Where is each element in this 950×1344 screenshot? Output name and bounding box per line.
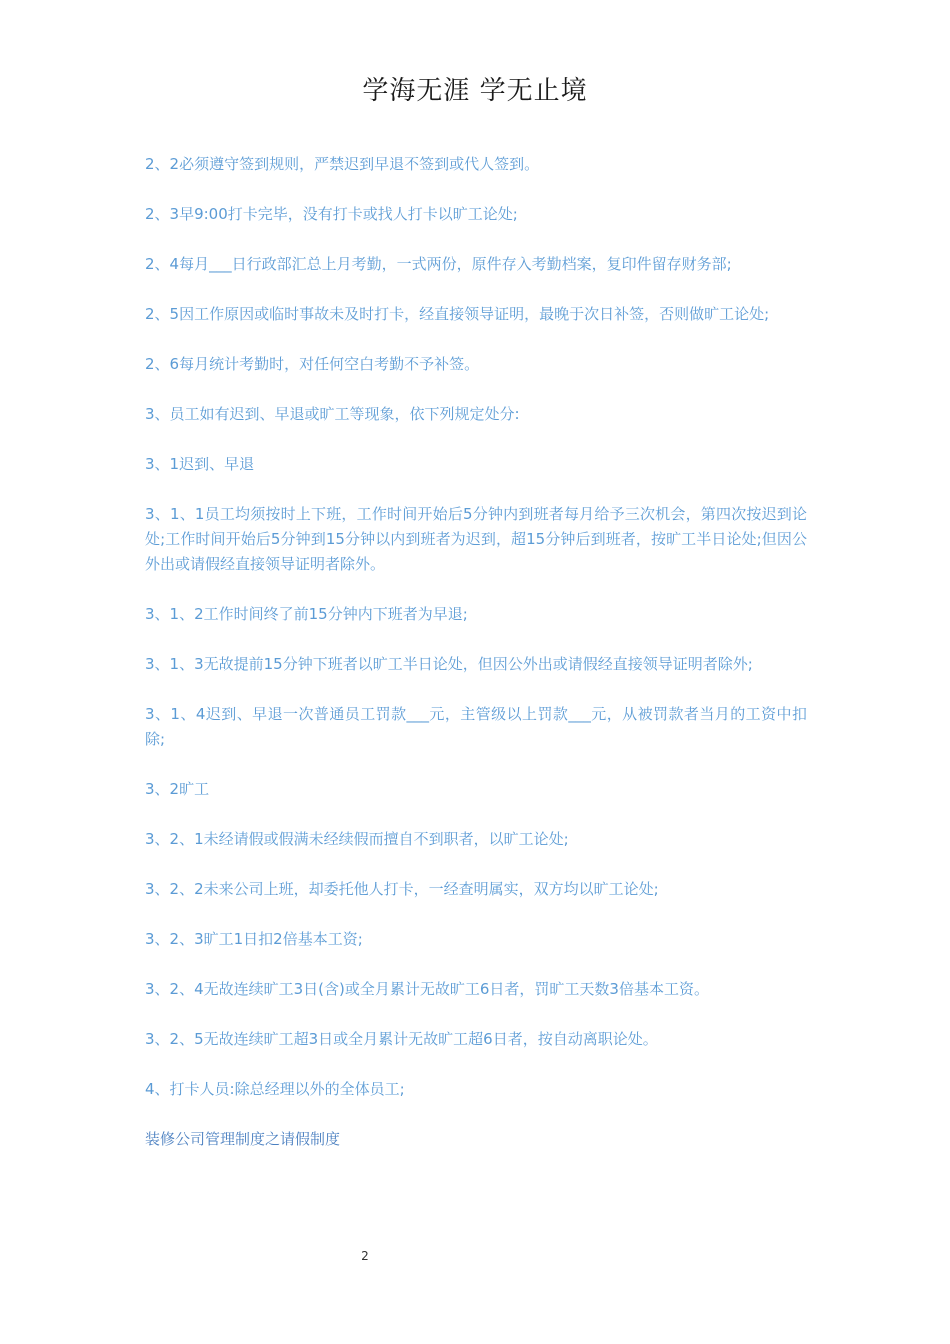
paragraph: 2、6每月统计考勤时，对任何空白考勤不予补签。: [145, 355, 480, 373]
paragraph: 3、1、2工作时间终了前15分钟内下班者为早退;: [145, 605, 468, 623]
paragraph: 3、员工如有迟到、早退或旷工等现象，依下列规定处分:: [145, 405, 520, 423]
paragraph: 3、2旷工: [145, 780, 210, 798]
paragraph: 3、1、3无故提前15分钟下班者以旷工半日论处，但因公外出或请假经直接领导证明者除外;: [145, 655, 753, 673]
paragraph: 2、3早9:00打卡完毕，没有打卡或找人打卡以旷工论处;: [145, 205, 518, 223]
paragraph: 3、2、5无故连续旷工超3日或全月累计无故旷工超6日者，按自动离职论处。: [145, 1030, 658, 1048]
paragraph: 2、5因工作原因或临时事故未及时打卡，经直接领导证明，最晚于次日补签，否则做旷工论处;: [145, 305, 770, 323]
document-body: [145, 152, 807, 1152]
paragraph: 3、1、1员工均须按时上下班，工作时间开始后5分钟内到班者每月给予三次机会，第四次按迟到论处;工作时间开始后5分钟到15分钟以内到班者为迟到，超15分钟后到班者，按旷工半日论处;但因公外出或请假经直接领导证明者除外。: [145, 505, 807, 573]
paragraph: 4、打卡人员:除总经理以外的全体员工;: [145, 1080, 405, 1098]
paragraph: 3、2、1未经请假或假满未经续假而擅自不到职者，以旷工论处;: [145, 830, 569, 848]
paragraph: 2、2必须遵守签到规则，严禁迟到早退不签到或代人签到。: [145, 155, 540, 173]
paragraph: 3、2、2未来公司上班，却委托他人打卡，一经查明属实，双方均以旷工论处;: [145, 880, 659, 898]
paragraph: 3、1、4迟到、早退一次普通员工罚款___元，主管级以上罚款___元，从被罚款者当月的工资中扣除;: [145, 705, 807, 748]
paragraph: 3、1迟到、早退: [145, 455, 255, 473]
section-heading: 装修公司管理制度之请假制度: [145, 1130, 341, 1148]
page-header-title: 学海无涯 学无止境: [362, 76, 588, 106]
page-number: 2: [361, 1249, 369, 1263]
paragraph: 2、4每月___日行政部汇总上月考勤，一式两份，原件存入考勤档案，复印件留存财务部;: [145, 255, 732, 273]
paragraph: 3、2、3旷工1日扣2倍基本工资;: [145, 930, 363, 948]
paragraph: 3、2、4无故连续旷工3日(含)或全月累计无故旷工6日者，罚旷工天数3倍基本工资。: [145, 980, 709, 998]
